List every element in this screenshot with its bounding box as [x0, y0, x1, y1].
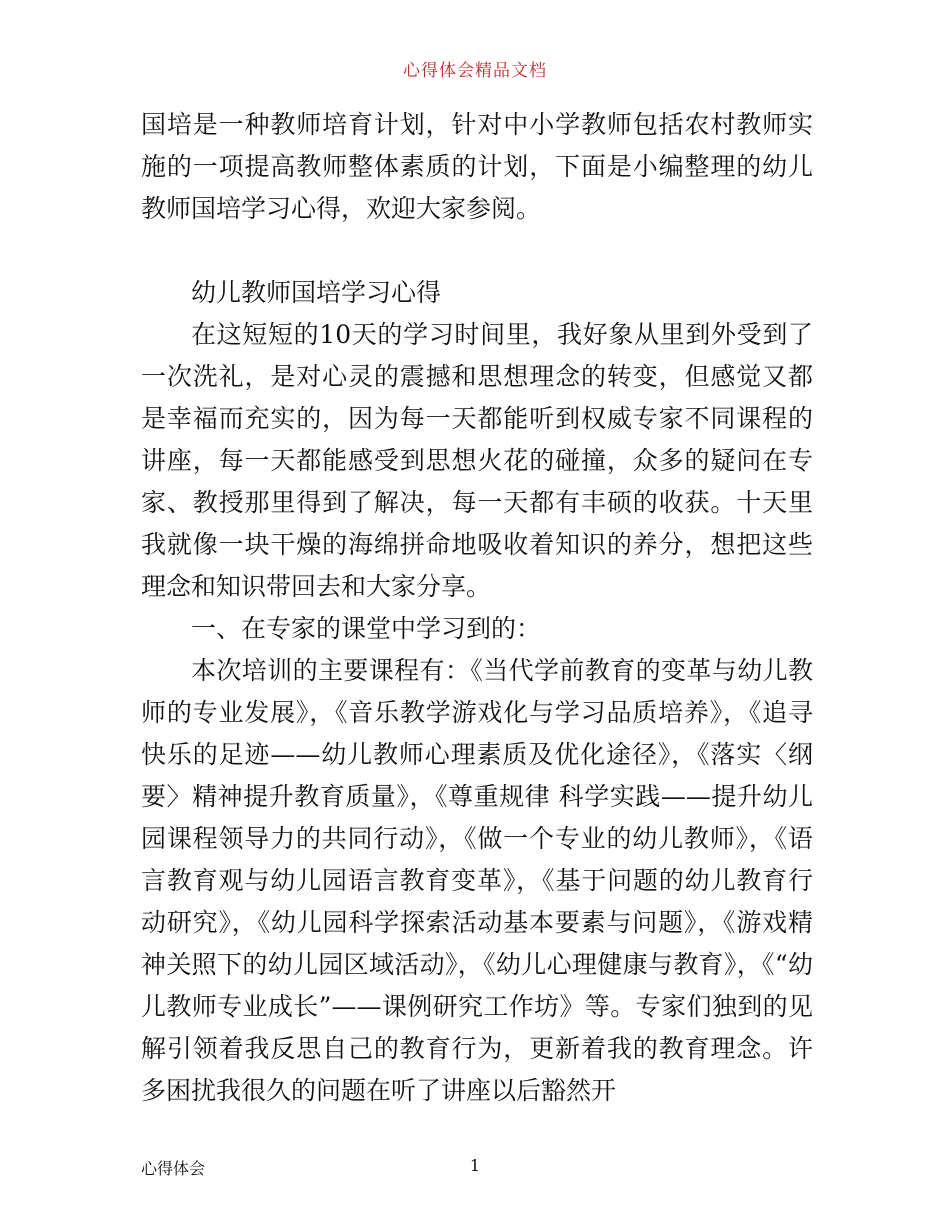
section-heading-1: 一、在专家的课堂中学习到的： [191, 614, 542, 643]
body-paragraph-2: 本次培训的主要课程有：《当代学前教育的变革与幼儿教师的专业发展》，《音乐教学游戏化与学习品质培养》，《追寻快乐的足迹——幼儿教师心理素质及优化途径》，《落实〈纲要〉精神提升教育质量》，《尊重规律 科学实践——提升幼儿园课程领导力的共同行动》，《做一个专业的幼儿教师》，《语言教育观与幼儿园语言教育变革》，《基于问题的幼儿教育行动研究》，《幼儿园科学探索活动基本要素与问题》，《游戏精神关照下的幼儿园区域活动》，《幼儿心理健康与教育》，《“幼儿教师专业成长”——课例研究工作坊》等。专家们独到的见解引领着我反思自己的教育行为，更新着我的教育理念。许多困扰我很久的问题在听了讲座以后豁然开 [141, 656, 813, 1105]
page-number: 1 [469, 1156, 481, 1175]
paragraph-gap [141, 230, 813, 272]
page-header-title: 心得体会精品文档 [403, 61, 547, 81]
intro-paragraph: 国培是一种教师培育计划，针对中小学教师包括农村教师实施的一项提高教师整体素质的计划，下面是小编整理的幼儿教师国培学习心得，欢迎大家参阅。 [141, 110, 813, 223]
document-body [141, 104, 813, 1112]
document-heading: 幼儿教师国培学习心得 [191, 278, 442, 307]
body-paragraph-1: 在这短短的10天的学习时间里，我好象从里到外受到了一次洗礼，是对心灵的震撼和思想理念的转变，但感觉又都是幸福而充实的，因为每一天都能听到权威专家不同课程的讲座，每一天都能感受到思想火花的碰撞，众多的疑问在专家、教授那里得到了解决，每一天都有丰硕的收获。十天里我就像一块干燥的海绵拼命地吸收着知识的养分，想把这些理念和知识带回去和大家分享。 [141, 320, 813, 601]
footer-label: 心得体会 [141, 1159, 206, 1178]
